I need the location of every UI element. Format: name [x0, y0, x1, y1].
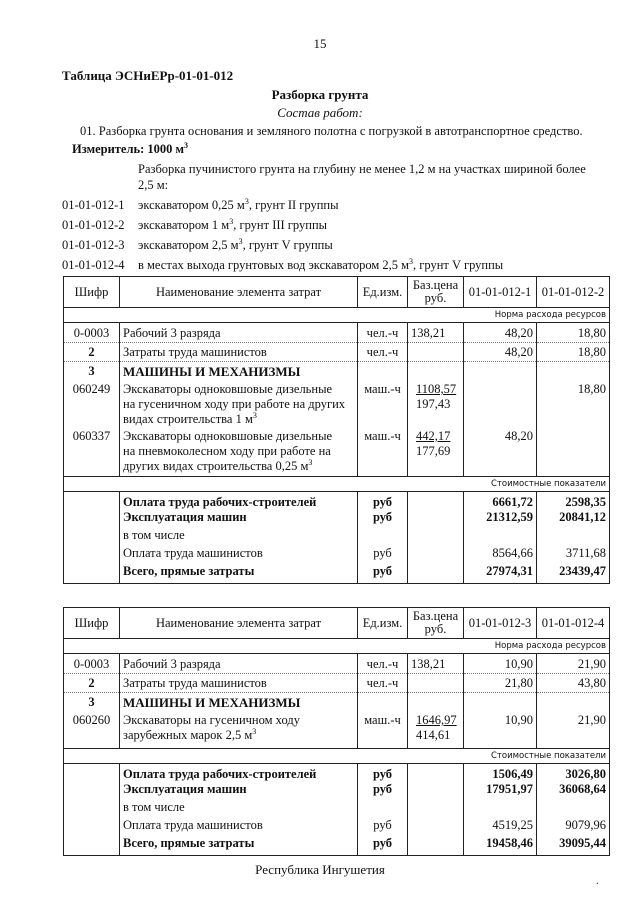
header-code: Шифр	[64, 277, 120, 308]
variant-text: экскаватором 1 $м^3$, грунт III группы	[138, 216, 328, 232]
header-code: Шифр	[64, 608, 120, 639]
table-row: 3 МАШИНЫ И МЕХАНИЗМЫ	[64, 693, 610, 711]
table-row: 3 МАШИНЫ И МЕХАНИЗМЫ	[64, 362, 610, 380]
header-col-2: 01-01-012-2	[537, 277, 610, 308]
table-row: 060337 Экскаваторы одноковшовые дизельные на пневмоколесном ходу при работе на других видах строительства 0,25 $м^3$ маш.-ч 442,17 177,69 48,20	[64, 427, 610, 476]
row-price: 1646,97 414,61	[408, 710, 464, 748]
table-row: 060249 Экскаваторы одноковшовые дизельные на гусеничном ходу при работе на других видах строительства 1 $м^3$ маш.-ч 1108,57 197,43 18,80	[64, 379, 610, 427]
table-row: 2 Затраты труда машинистов чел.-ч 21,80 43,80	[64, 674, 610, 693]
band-norm: Норма расхода ресурсов	[64, 308, 610, 323]
cost-row: Всего, прямые затраты руб 19458,46 39095,44	[64, 836, 610, 856]
table-row: 060260 Экскаваторы на гусеничном ходу зарубежных марок 2,5 $м^3$ маш.-ч 1646,97 414,61 10,90 21,90	[64, 710, 610, 748]
resource-table-1	[63, 276, 610, 584]
table-row: 0-0003 Рабочий 3 разряда чел.-ч 138,21 10,90 21,90	[64, 654, 610, 674]
variant-text: экскаватором 0,25 $м^3$, грунт II группы	[138, 196, 339, 212]
variant-item	[62, 255, 503, 275]
description-line: 2,5 м:	[138, 178, 169, 192]
variant-code: 01-01-012-4	[62, 258, 125, 272]
variant-item	[62, 235, 503, 255]
header-unit: Ед.изм.	[358, 608, 408, 639]
header-base-price: Баз.цена руб.	[408, 608, 464, 639]
description	[138, 161, 598, 193]
row-name: Экскаваторы на гусеничном ходу зарубежных марок 2,5 $м^3$	[120, 710, 358, 748]
cost-row: Всего, прямые затраты руб 27974,31 23439,47	[64, 564, 610, 584]
row-price: 442,17 177,69	[408, 427, 464, 476]
measurer	[72, 142, 188, 157]
header-col-1: 01-01-012-1	[464, 277, 537, 308]
page-number: 15	[313, 36, 327, 51]
cost-row: Оплата труда машинистов руб 8564,66 3711,68	[64, 546, 610, 564]
footer-region: Республика Ингушетия	[255, 862, 385, 877]
variant-text: в местах выхода грунтовых вод экскаватором 2,5 $м^3$, грунт V группы	[138, 256, 504, 272]
row-name: Экскаваторы одноковшовые дизельные на гусеничном ходу при работе на других видах строительства 1 $м^3$	[120, 379, 358, 427]
variant-code: 01-01-012-3	[62, 238, 125, 252]
work-item: 01. Разборка грунта основания и земляного полотна с погрузкой в автотранспортное средство.	[80, 124, 583, 138]
cost-row: Эксплуатация машин руб 21312,59 20841,12	[64, 510, 610, 528]
section-title: Разборка грунта	[271, 87, 369, 102]
band-norm: Норма расхода ресурсов	[64, 639, 610, 654]
cost-row: Оплата труда рабочих-строителей руб 6661,72 2598,35	[64, 491, 610, 510]
header-col-1: 01-01-012-3	[464, 608, 537, 639]
footer-mark: .	[596, 876, 599, 887]
band-cost: Стоимостные показатели	[64, 748, 610, 763]
resource-table-2	[63, 607, 610, 856]
band-cost: Стоимостные показатели	[64, 476, 610, 491]
table-row: 0-0003 Рабочий 3 разряда чел.-ч 138,21 48,20 18,80	[64, 323, 610, 343]
variant-text: экскаватором 2,5 $м^3$, грунт V группы	[138, 236, 333, 252]
header-col-2: 01-01-012-4	[537, 608, 610, 639]
measurer-sup: 3	[184, 140, 189, 150]
variant-item	[62, 215, 503, 235]
table-title: Таблица ЭСНиЕРр-01-01-012	[62, 68, 234, 83]
variant-code: 01-01-012-1	[62, 198, 125, 212]
cost-row: в том числе	[64, 800, 610, 818]
cost-row: Эксплуатация машин руб 17951,97 36068,64	[64, 782, 610, 800]
variant-item	[62, 195, 503, 215]
header-base-price: Баз.цена руб.	[408, 277, 464, 308]
composition-label: Состав работ:	[277, 105, 363, 120]
row-name: Экскаваторы одноковшовые дизельные на пневмоколесном ходу при работе на других видах строительства 0,25 $м^3$	[120, 427, 358, 476]
cost-row: Оплата труда рабочих-строителей руб 1506,49 3026,80	[64, 763, 610, 782]
variant-code: 01-01-012-2	[62, 218, 125, 232]
row-price: 1108,57 197,43	[408, 379, 464, 427]
description-line: Разборка пучинистого грунта на глубину не менее 1,2 м на участках шириной более	[138, 162, 586, 176]
measurer-label: Измеритель: 1000 м	[72, 142, 185, 156]
table-header	[64, 277, 610, 308]
header-unit: Ед.изм.	[358, 277, 408, 308]
header-name: Наименование элемента затрат	[120, 608, 358, 639]
header-name: Наименование элемента затрат	[120, 277, 358, 308]
cost-row: Оплата труда машинистов руб 4519,25 9079,96	[64, 818, 610, 836]
table-header	[64, 608, 610, 639]
table-row: 2 Затраты труда машинистов чел.-ч 48,20 18,80	[64, 343, 610, 362]
variant-list	[62, 195, 503, 275]
cost-row: в том числе	[64, 528, 610, 546]
